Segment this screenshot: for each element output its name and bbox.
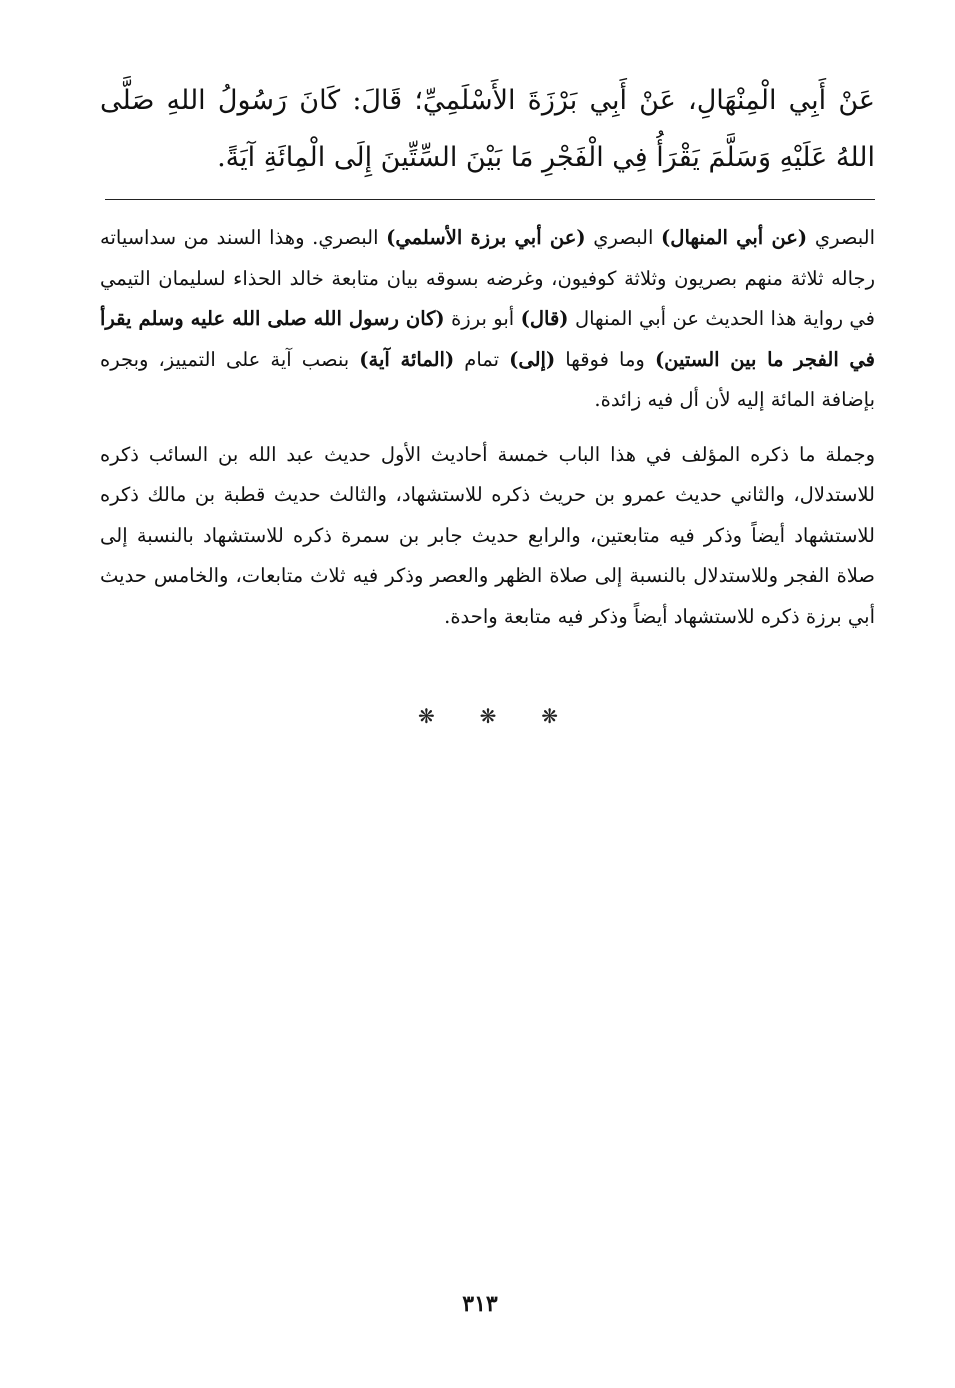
commentary-segment: أبو برزة (444, 307, 521, 330)
commentary-bold-segment: (إلى) (509, 347, 556, 371)
commentary-bold-segment: (عن أبي برزة الأسلمي) (386, 226, 586, 249)
commentary-paragraph-1 (100, 218, 875, 421)
commentary-segment: البصري (807, 226, 875, 249)
footnote-divider (105, 199, 875, 200)
commentary-segment: البصري. وهذا السند من سداسياته رجاله ثلاثة منهم بصريون وثلاثة كوفيون، وغرضه بسوقه بيان متابعة خالد الحذاء لسليمان التيمي في رواية هذا الحديث عن أبي المنهال (100, 226, 875, 330)
commentary-paragraph-2: وجملة ما ذكره المؤلف في هذا الباب خمسة أحاديث الأول حديث عبد الله بن السائب ذكره للاستدلال، والثاني حديث عمرو بن حريث ذكره للاستشهاد، والثالث حديث قطبة بن مالك ذكره للاستشهاد أيضاً وذكر فيه متابعتين، والرابع حديث جابر بن سمرة ذكره للاستشهاد بالنسبة إلى صلاة الفجر وللاستدلال بالنسبة إلى صلاة الظهر والعصر وذكر فيه ثلاث متابعات، والخامس حديث أبي برزة ذكره للاستشهاد أيضاً وذكر فيه متابعة واحدة. (100, 442, 875, 628)
hadith-text-block (100, 72, 875, 186)
commentary-bold-segment: (كان رسول الله صلى الله عليه وسلم يقرأ في الفجر ما بين الستين) (100, 307, 876, 371)
commentary-bold-segment: (عن أبي المنهال) (661, 226, 808, 249)
page-number: ٣١٣ (462, 1291, 498, 1317)
commentary-segment: بنصب آية على التمييز، وبجره بإضافة المائة إليه لأن أل فيه زائدة. (100, 347, 875, 411)
asterisk-ornament-icon: ❋ (479, 704, 497, 728)
commentary-segment: البصري (585, 226, 662, 249)
asterisk-ornament-icon: ❋ (418, 704, 435, 728)
section-separator (418, 704, 558, 728)
commentary-bold-segment: (المائة آية) (359, 347, 455, 371)
commentary-block (100, 218, 875, 637)
commentary-segment: تمام (454, 347, 510, 371)
hadith-text: عَنْ أَبِي الْمِنْهَالِ، عَنْ أَبِي بَرْزَةَ الأَسْلَمِيِّ؛ قَالَ: كَانَ رَسُولُ اللهِ صَلَّى اللهُ عَلَيْهِ وَسَلَّمَ يَقْرَأُ فِي الْفَجْرِ مَا بَيْنَ السِّتِّينَ إِلَى الْمِائَةِ آيَةً. (100, 85, 875, 173)
commentary-bold-segment: (قال) (520, 307, 569, 330)
asterisk-ornament-icon: ❋ (541, 704, 558, 728)
commentary-segment: وما فوقها (555, 347, 655, 371)
